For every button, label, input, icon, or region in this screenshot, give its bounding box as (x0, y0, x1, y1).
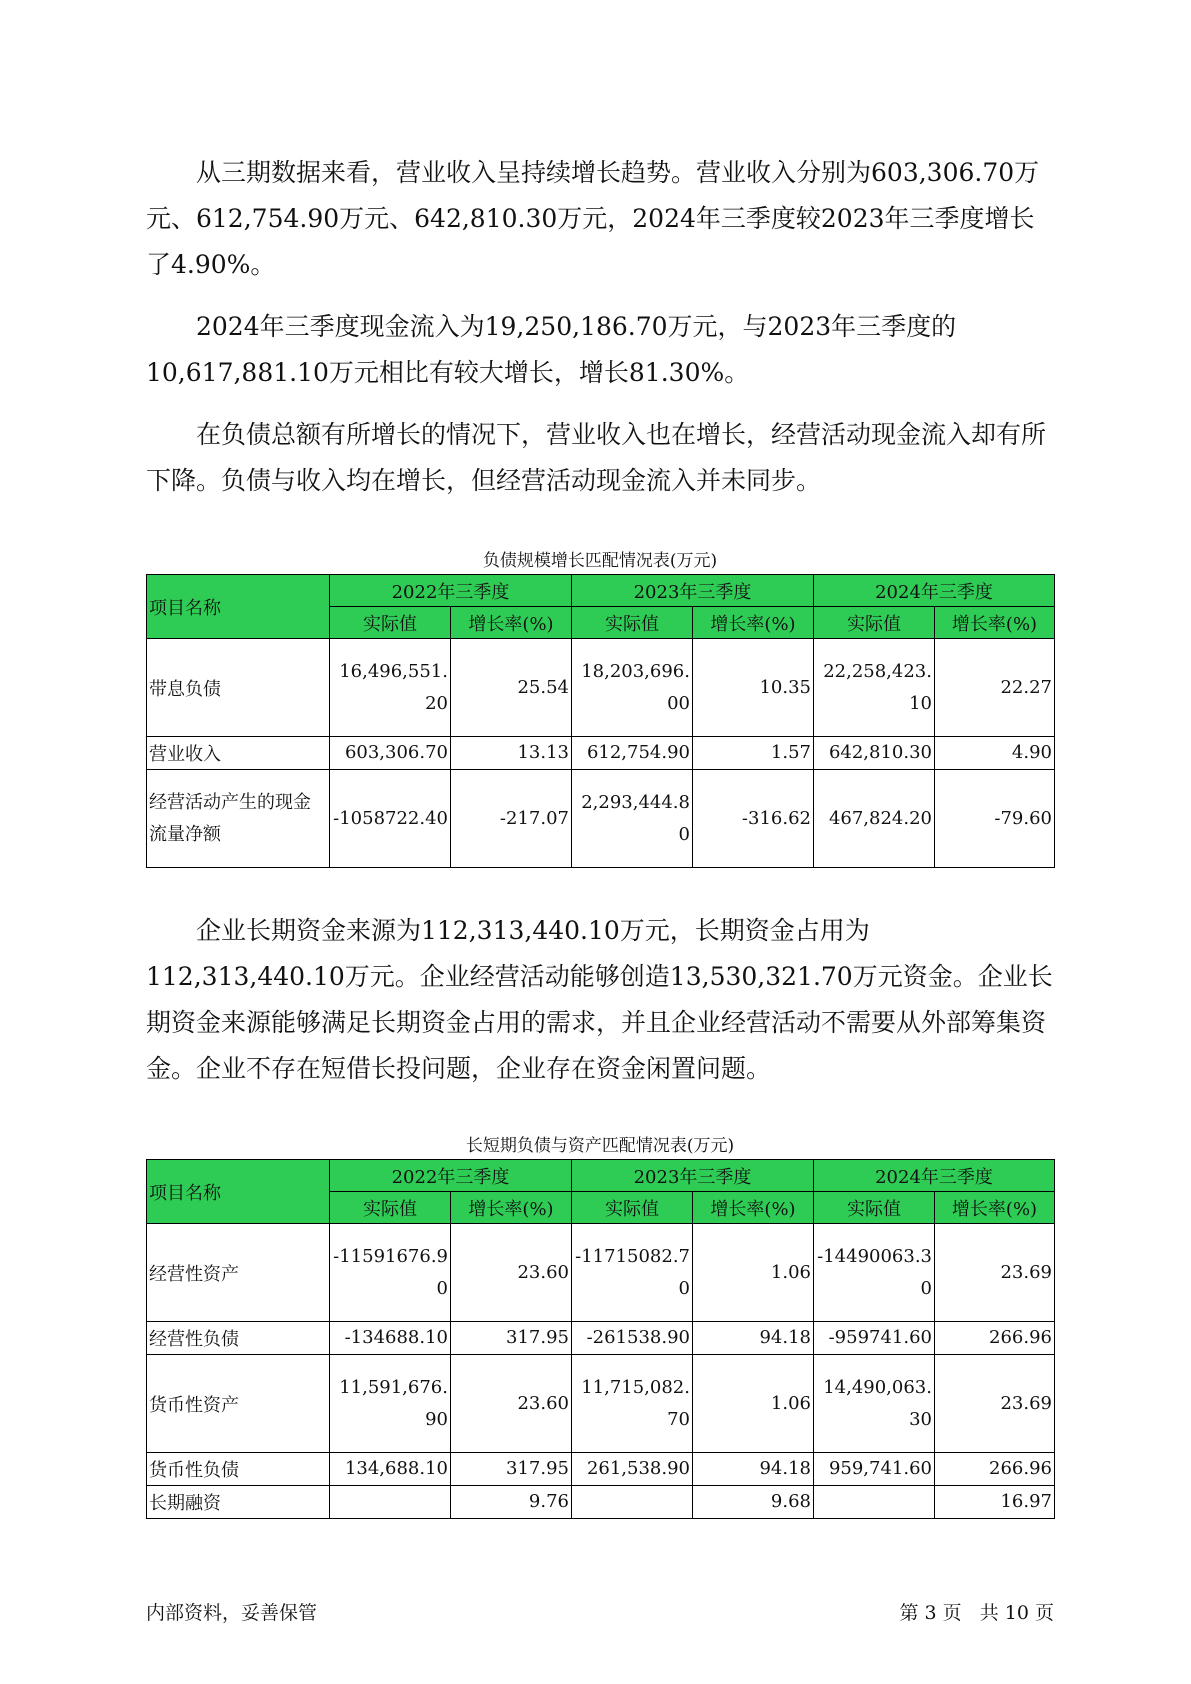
table-row (147, 1355, 1055, 1453)
row-label: 经营活动产生的现金流量净额 (147, 770, 330, 868)
cell-value: 23.69 (935, 1224, 1055, 1322)
cell-value: 94.18 (693, 1322, 814, 1355)
header-item-name: 项目名称 (147, 1160, 330, 1224)
subheader-growth: 增长率(%) (935, 1192, 1055, 1224)
cell-value: 16,496,551.20 (330, 639, 451, 737)
cell-value: 1.57 (693, 737, 814, 770)
cell-value (814, 1486, 935, 1519)
cell-value: 25.54 (451, 639, 572, 737)
subheader-growth: 增长率(%) (451, 1192, 572, 1224)
cell-value: 317.95 (451, 1453, 572, 1486)
table-row (147, 1486, 1055, 1519)
cell-value: -261538.90 (572, 1322, 693, 1355)
cell-value: 23.69 (935, 1355, 1055, 1453)
paragraph-long-term-funding: 企业长期资金来源为112,313,440.10万元，长期资金占用为112,313,440.10万元。企业经营活动能够创造13,530,321.70万元资金。企业长期资金来源能够满足长期资金占用的需求，并且企业经营活动不需要从外部筹集资金。企业不存在短借长投问题，企业存在资金闲置问题。 (146, 916, 1053, 1083)
table-row (147, 1224, 1055, 1322)
subheader-growth: 增长率(%) (693, 607, 814, 639)
cell-value: 261,538.90 (572, 1453, 693, 1486)
row-label: 货币性资产 (147, 1355, 330, 1453)
header-period: 2022年三季度 (330, 575, 572, 607)
table-row (147, 1453, 1055, 1486)
cell-value: 13.13 (451, 737, 572, 770)
row-label: 营业收入 (147, 737, 330, 770)
subheader-growth: 增长率(%) (693, 1192, 814, 1224)
cell-value: 4.90 (935, 737, 1055, 770)
cell-value: 16.97 (935, 1486, 1055, 1519)
table-row (147, 737, 1055, 770)
cell-value: 1.06 (693, 1355, 814, 1453)
header-period: 2023年三季度 (572, 1160, 814, 1192)
subheader-actual: 实际值 (814, 1192, 935, 1224)
cell-value: 18,203,696.00 (572, 639, 693, 737)
table-row (147, 1322, 1055, 1355)
cell-value: 22,258,423.10 (814, 639, 935, 737)
table-row (147, 770, 1055, 868)
cell-value: -316.62 (693, 770, 814, 868)
table-header-row (147, 575, 1055, 607)
cell-value: 94.18 (693, 1453, 814, 1486)
row-label: 经营性资产 (147, 1224, 330, 1322)
cell-value: -79.60 (935, 770, 1055, 868)
cell-value: -134688.10 (330, 1322, 451, 1355)
row-label: 带息负债 (147, 639, 330, 737)
row-label: 货币性负债 (147, 1453, 330, 1486)
cell-value: 22.27 (935, 639, 1055, 737)
cell-value: -1058722.40 (330, 770, 451, 868)
cell-value: 266.96 (935, 1453, 1055, 1486)
paragraph-debt-revenue: 在负债总额有所增长的情况下，营业收入也在增长，经营活动现金流入却有所下降。负债与收入均在增长，但经营活动现金流入并未同步。 (146, 420, 1047, 495)
header-period: 2024年三季度 (814, 575, 1055, 607)
cell-value: 134,688.10 (330, 1453, 451, 1486)
cell-value: 642,810.30 (814, 737, 935, 770)
paragraph-revenue-trend: 从三期数据来看，营业收入呈持续增长趋势。营业收入分别为603,306.70万元、612,754.90万元、642,810.30万元，2024年三季度较2023年三季度增长了4.90%。 (146, 158, 1040, 279)
header-period: 2023年三季度 (572, 575, 814, 607)
cell-value: 612,754.90 (572, 737, 693, 770)
footer-page-number: 第 3 页 共 10 页 (899, 1602, 1054, 1624)
subheader-actual: 实际值 (814, 607, 935, 639)
header-period: 2024年三季度 (814, 1160, 1055, 1192)
subheader-actual: 实际值 (572, 607, 693, 639)
subheader-actual: 实际值 (330, 607, 451, 639)
subheader-actual: 实际值 (330, 1192, 451, 1224)
subheader-actual: 实际值 (572, 1192, 693, 1224)
subheader-growth: 增长率(%) (935, 607, 1055, 639)
table2-caption: 长短期负债与资产匹配情况表(万元) (465, 1136, 735, 1156)
cell-value: 23.60 (451, 1355, 572, 1453)
debt-growth-table (146, 574, 1055, 868)
cell-value: 11,715,082.70 (572, 1355, 693, 1453)
cell-value: 1.06 (693, 1224, 814, 1322)
cell-value: 23.60 (451, 1224, 572, 1322)
cell-value: 317.95 (451, 1322, 572, 1355)
cell-value: 266.96 (935, 1322, 1055, 1355)
header-item-name: 项目名称 (147, 575, 330, 639)
cell-value: -217.07 (451, 770, 572, 868)
footer-confidential-note: 内部资料，妥善保管 (146, 1602, 318, 1624)
table1-caption: 负债规模增长匹配情况表(万元) (482, 551, 718, 571)
liability-asset-table (146, 1159, 1055, 1519)
subheader-growth: 增长率(%) (451, 607, 572, 639)
cell-value: 9.76 (451, 1486, 572, 1519)
table-row (147, 639, 1055, 737)
cell-value: -11591676.90 (330, 1224, 451, 1322)
cell-value: -11715082.70 (572, 1224, 693, 1322)
cell-value: -14490063.30 (814, 1224, 935, 1322)
cell-value (572, 1486, 693, 1519)
cell-value: 14,490,063.30 (814, 1355, 935, 1453)
header-period: 2022年三季度 (330, 1160, 572, 1192)
cell-value: -959741.60 (814, 1322, 935, 1355)
cell-value: 9.68 (693, 1486, 814, 1519)
cell-value: 603,306.70 (330, 737, 451, 770)
row-label: 经营性负债 (147, 1322, 330, 1355)
cell-value: 2,293,444.80 (572, 770, 693, 868)
cell-value: 10.35 (693, 639, 814, 737)
cell-value: 467,824.20 (814, 770, 935, 868)
cell-value: 11,591,676.90 (330, 1355, 451, 1453)
row-label: 长期融资 (147, 1486, 330, 1519)
paragraph-cash-inflow: 2024年三季度现金流入为19,250,186.70万元，与2023年三季度的10,617,881.10万元相比有较大增长，增长81.30%。 (146, 312, 957, 387)
cell-value (330, 1486, 451, 1519)
cell-value: 959,741.60 (814, 1453, 935, 1486)
table-header-row (147, 1160, 1055, 1192)
